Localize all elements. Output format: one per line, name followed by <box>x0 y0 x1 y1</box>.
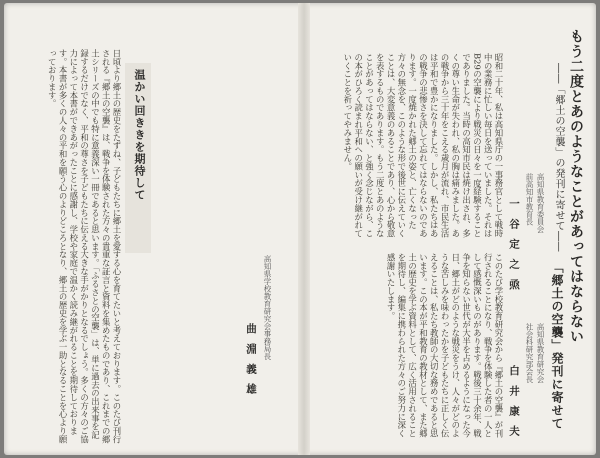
author2-affiliation: 高知県教育研究会 社会科研究部会長 <box>525 323 545 383</box>
author2-name: 白 井 康 夫 <box>508 365 520 439</box>
author1-affiliation: 高知県教育委員会 前高知市教育長 <box>525 173 545 233</box>
article2-title: 「郷土の空襲」発刊に寄せて <box>550 261 564 430</box>
author1-name: 一 谷 定 之 焏 <box>508 198 520 293</box>
left-article-text-upper <box>156 49 286 239</box>
left-author-affiliation: 高知県学校教育研究会事務局長 <box>263 255 272 360</box>
left-article-title: 温かい回ききを期待して <box>133 69 146 201</box>
author1-text: 昭和二十年、私は高知県庁の一事務官として戦時中の業務に忙しい毎日を送っていました。それはB29の空襲により戦災の日々を一度経験することでありました。当時の高知市民は焼け出され、多くの尊い生命が失われ、私の胸は痛みました。あの戦争から三十年をこえる歳月が流れ、市民生活は平和で豊かになりました。しかし、私たちはあの戦争の悲惨さを決して忘れてはならないのであります。一度焼かれた郷土の姿と、亡くなった方々の無念を、このような形で後世に伝えていくことは、大変意義のあることであり、心から敬意を表するものであります。もう二度とあのようなことがあってはならない、と強く念じながら、この本がひろく読まれ平和への願いが受け継がれていくことを祈ってやみません。 <box>342 53 504 238</box>
author2-text: このたび学校教育研究会から『郷土の空襲』が刊行されることになり、戦争を体験した者の一人として感慨深いものがあります。戦後三十余年、戦争を知らない世代が大半を占めるようになった今日、郷土がどのような戦災をうけ、人々がどのような苦しみを味わったかを子どもたちに正しく伝えることは、私たち教師の大切な務めであると思います。この本が平和教育の教材として、また郷土の歴史を学ぶ資料として、広く活用されることを期待し、編集に携わられた方々のご努力に深く感謝いたします。 <box>386 253 504 438</box>
main-title: もう二度とあのようなことがあってはならない <box>568 29 584 344</box>
left-author-name: 曲 淵 義 雄 <box>245 323 257 397</box>
left-article-text: 日頃より郷土の歴史をたずね、子どもたちに郷土を愛する心を育てたいと考えております。このたび刊行される『郷土の空襲』は、戦争を体験された方々の貴重な証言と資料を集めたものであり、これまでの郷土シリーズの中でも特に意義深い一冊であると思います。「ふるさとの空襲」は、単に過去の出来事を記録するだけでなく、平和の尊さを子どもたちに伝える大きな手がかりとなるでしょう。多くの方々のご協力によって本書ができあがったことに感謝し、学校や家庭で温かく読み継がれることを期待しております。本書が多くの人々の平和を願う心のよりどころとなり、郷土の歴史を学ぶ一助となることを心より願っております。 <box>47 49 122 444</box>
subtitle: ――「郷土の空襲」の発刊に寄せて―― <box>553 63 564 252</box>
book-spread <box>4 3 596 455</box>
